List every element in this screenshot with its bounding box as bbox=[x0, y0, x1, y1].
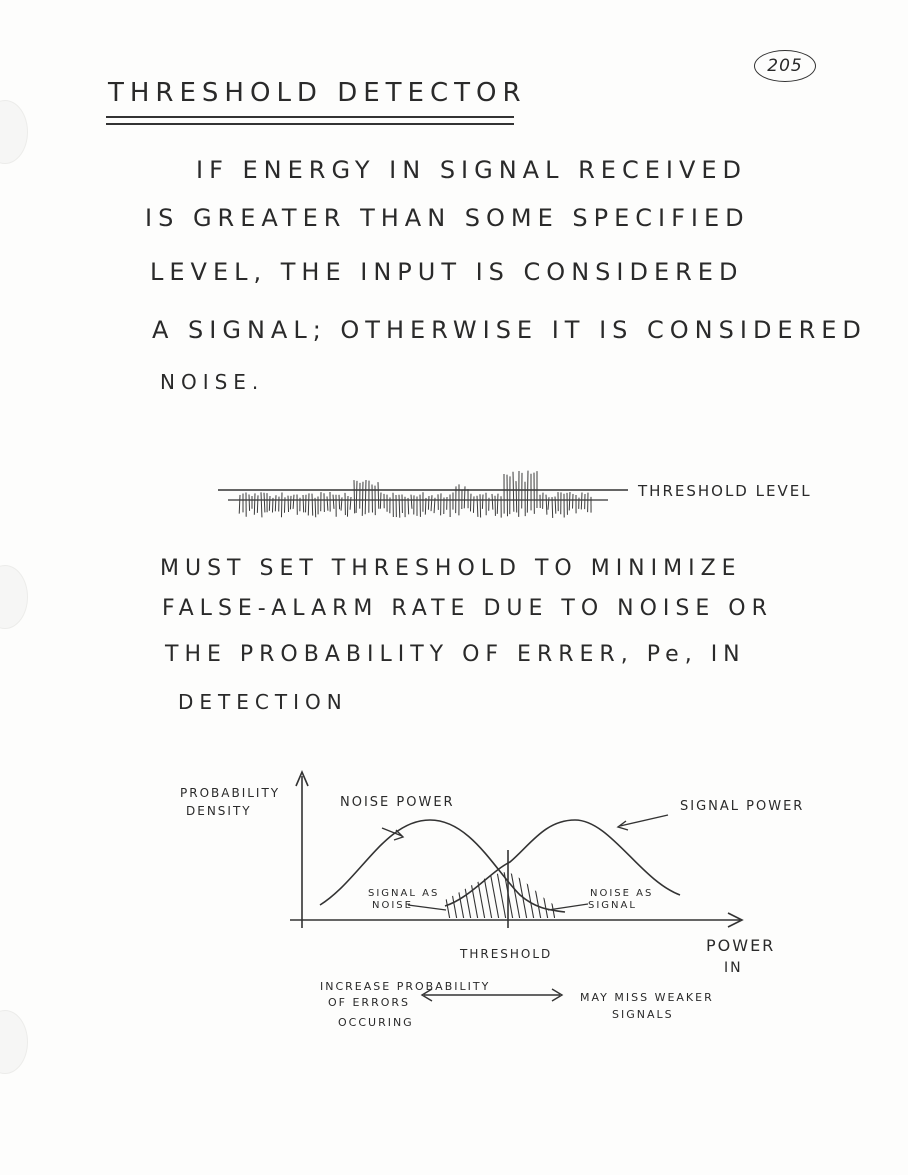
paragraph2-line-2: FALSE-ALARM RATE DUE TO NOISE OR bbox=[162, 596, 773, 621]
hatch-stroke bbox=[461, 866, 471, 920]
noise-stroke bbox=[315, 498, 316, 517]
noise-as-signal-label-line-1: NOISE AS bbox=[590, 888, 654, 899]
hatch-stroke bbox=[552, 866, 562, 920]
noise-power-curve bbox=[320, 820, 565, 912]
punch-hole-bottom bbox=[0, 1010, 28, 1074]
noise-stroke bbox=[347, 496, 348, 517]
tradeoff-arrow-right bbox=[552, 989, 562, 1001]
noise-stroke bbox=[275, 495, 276, 511]
hatch-stroke bbox=[489, 866, 499, 920]
paragraph2-line-4: DETECTION bbox=[178, 690, 348, 714]
left-note-line-2: OF ERRORS bbox=[328, 996, 411, 1009]
noise-stroke bbox=[281, 492, 282, 517]
signal-power-pointer bbox=[620, 815, 668, 826]
hatch-stroke bbox=[454, 866, 464, 920]
left-note-line-3: OCCURING bbox=[338, 1016, 414, 1029]
page-number: 205 bbox=[754, 50, 816, 82]
noise-stroke bbox=[284, 497, 285, 512]
noise-stroke bbox=[365, 480, 366, 514]
hatch-stroke bbox=[531, 866, 541, 920]
signal-power-arrowhead bbox=[618, 821, 628, 830]
paragraph1-line-2: IS GREATER THAN SOME SPECIFIED bbox=[145, 204, 750, 232]
noise-as-signal-label-line-2: SIGNAL bbox=[588, 900, 637, 911]
y-axis-arrow bbox=[296, 772, 308, 786]
noise-stroke bbox=[380, 492, 381, 508]
noise-stroke bbox=[569, 492, 570, 510]
noise-waveform bbox=[239, 471, 591, 518]
noise-stroke bbox=[492, 494, 493, 510]
noise-stroke bbox=[513, 472, 514, 512]
paragraph1-line-4: A SIGNAL; OTHERWISE IT IS CONSIDERED bbox=[152, 316, 867, 344]
noise-stroke bbox=[254, 493, 255, 514]
noise-stroke bbox=[257, 495, 258, 513]
y-axis-label-line-2: DENSITY bbox=[186, 804, 252, 818]
noise-stroke bbox=[548, 497, 549, 509]
noise-stroke bbox=[261, 492, 262, 517]
noise-stroke bbox=[269, 496, 270, 511]
noise-stroke bbox=[249, 494, 250, 510]
x-axis-label-line-2: IN bbox=[724, 960, 743, 976]
paragraph1-line-5: NOISE. bbox=[160, 370, 265, 394]
punch-hole-middle bbox=[0, 565, 28, 629]
noise-power-pointer bbox=[382, 828, 402, 836]
signal-power-label: SIGNAL POWER bbox=[680, 799, 805, 814]
right-note-line-1: MAY MISS WEAKER bbox=[580, 991, 714, 1004]
noise-stroke bbox=[303, 495, 304, 512]
noise-stroke bbox=[399, 495, 400, 518]
y-axis-label-line-1: PROBABILITY bbox=[180, 786, 281, 800]
threshold-level-label: THRESHOLD LEVEL bbox=[638, 482, 812, 500]
noise-stroke bbox=[272, 498, 273, 513]
noise-power-arrowhead bbox=[394, 830, 403, 840]
noise-stroke bbox=[527, 471, 528, 513]
hatch-stroke bbox=[545, 866, 555, 920]
noise-stroke bbox=[339, 495, 340, 509]
signal-power-curve bbox=[445, 820, 680, 906]
noise-stroke bbox=[293, 495, 294, 509]
noise-stroke bbox=[408, 498, 409, 514]
paragraph1-line-3: LEVEL, THE INPUT IS CONSIDERED bbox=[150, 258, 744, 286]
noise-stroke bbox=[411, 495, 412, 509]
noise-stroke bbox=[555, 497, 556, 514]
paragraph2-line-1: MUST SET THRESHOLD TO MINIMIZE bbox=[160, 556, 742, 581]
noise-as-signal-pointer bbox=[548, 904, 588, 910]
noise-stroke bbox=[333, 495, 334, 509]
hatch-stroke bbox=[475, 866, 485, 920]
hatch-stroke bbox=[503, 866, 513, 920]
tradeoff-arrow-left bbox=[422, 989, 432, 1001]
signal-as-noise-pointer bbox=[408, 905, 446, 910]
noise-stroke bbox=[356, 481, 357, 513]
noise-stroke bbox=[581, 492, 582, 509]
noise-stroke bbox=[239, 495, 240, 514]
hatch-stroke bbox=[510, 866, 520, 920]
noise-stroke bbox=[264, 493, 265, 513]
noise-stroke bbox=[362, 482, 363, 516]
noise-stroke bbox=[288, 496, 289, 512]
noise-stroke bbox=[552, 497, 553, 518]
noise-stroke bbox=[308, 493, 309, 515]
x-axis-arrow bbox=[728, 913, 742, 927]
noise-stroke bbox=[470, 494, 471, 512]
hatch-stroke bbox=[538, 866, 548, 920]
noise-stroke bbox=[350, 497, 351, 510]
threshold-label: THRESHOLD bbox=[460, 947, 553, 961]
right-note-line-2: SIGNALS bbox=[612, 1008, 674, 1021]
hatch-stroke bbox=[496, 866, 506, 920]
noise-stroke bbox=[378, 482, 379, 509]
signal-as-noise-label-line-2: NOISE bbox=[372, 900, 413, 911]
error-region-hatch bbox=[440, 866, 576, 920]
noise-stroke bbox=[516, 481, 517, 512]
noise-stroke bbox=[428, 496, 429, 510]
noise-stroke bbox=[290, 496, 291, 509]
noise-stroke bbox=[497, 494, 498, 514]
hatch-stroke bbox=[447, 866, 457, 920]
hatch-stroke bbox=[566, 866, 576, 920]
hatch-stroke bbox=[524, 866, 534, 920]
noise-stroke bbox=[480, 494, 481, 517]
noise-power-label: NOISE POWER bbox=[340, 795, 455, 810]
threshold-level-figure bbox=[0, 0, 908, 560]
left-note-line-1: INCREASE PROBABILITY bbox=[320, 980, 491, 993]
paragraph2-line-3: THE PROBABILITY OF ERRER, Pe, IN bbox=[165, 642, 746, 667]
hatch-stroke bbox=[440, 866, 450, 920]
page-title: THRESHOLD DETECTOR bbox=[108, 78, 527, 108]
noise-stroke bbox=[482, 494, 483, 508]
x-axis-label-line-1: POWER bbox=[706, 936, 776, 955]
noise-stroke bbox=[473, 496, 474, 513]
hatch-stroke bbox=[482, 866, 492, 920]
hatch-stroke bbox=[468, 866, 478, 920]
noise-stroke bbox=[327, 496, 328, 510]
noise-stroke bbox=[477, 496, 478, 517]
paragraph1-line-1: IF ENERGY IN SIGNAL RECEIVED bbox=[196, 156, 748, 184]
hatch-stroke bbox=[559, 866, 569, 920]
noise-stroke bbox=[546, 495, 547, 515]
noise-stroke bbox=[312, 494, 313, 516]
noise-stroke bbox=[354, 480, 355, 513]
noise-stroke bbox=[425, 498, 426, 515]
signal-as-noise-label-line-1: SIGNAL AS bbox=[368, 888, 440, 899]
noise-stroke bbox=[341, 497, 342, 510]
hatch-stroke bbox=[517, 866, 527, 920]
noise-stroke bbox=[431, 495, 432, 511]
